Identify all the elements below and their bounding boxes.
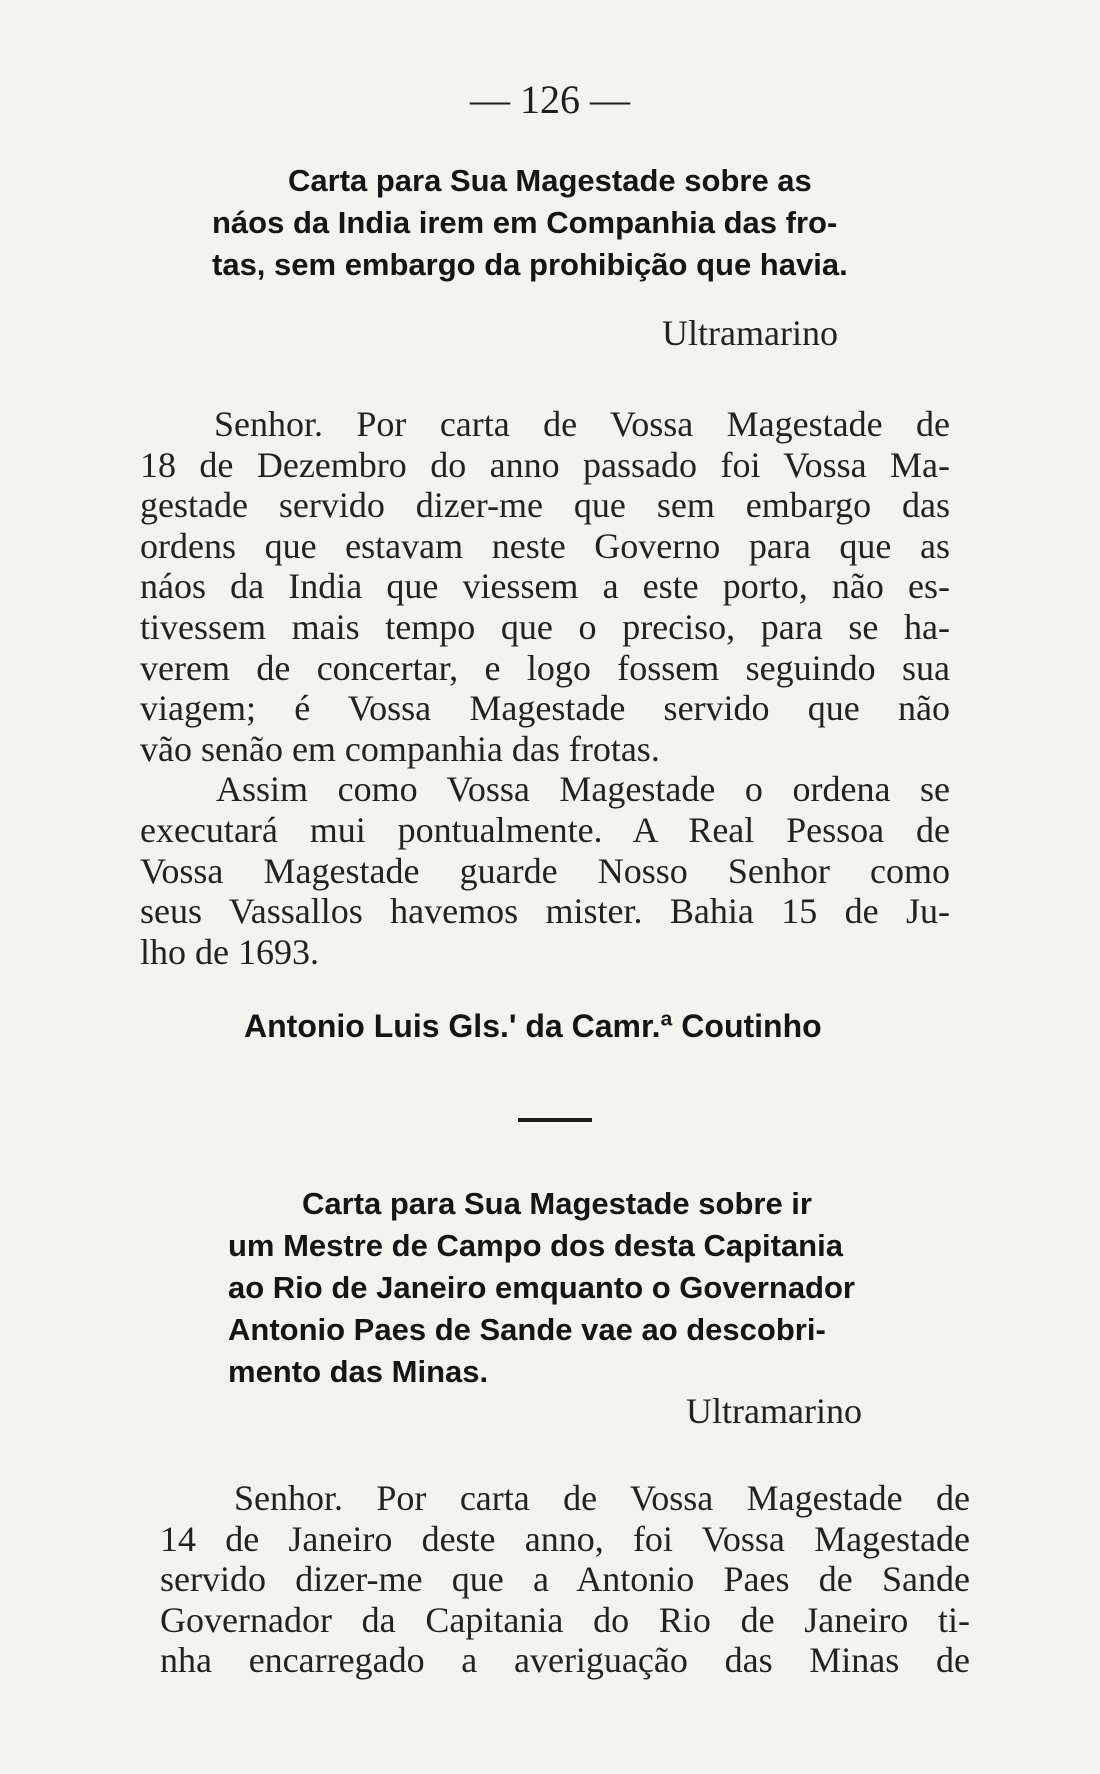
heading-line: ao Rio de Janeiro emquanto o Governador <box>228 1270 855 1305</box>
body-line: Senhor. Por carta de Vossa Magestade de <box>234 1478 970 1518</box>
letter-2-recipient: Ultramarino <box>686 1391 862 1431</box>
body-line: viagem; é Vossa Magestade servido que não <box>140 688 950 729</box>
body-line: tivessem mais tempo que o preciso, para se ha- <box>140 606 950 647</box>
body-line: lho de 1693. <box>140 931 319 972</box>
body-line: Vossa Magestade guarde Nosso Senhor como <box>140 850 950 891</box>
body-line: náos da India que viessem a este porto, não es- <box>140 566 950 607</box>
body-line: nha encarregado a averiguação das Minas de <box>160 1640 970 1681</box>
body-line: executará mui pontualmente. A Real Pessoa de <box>140 809 950 850</box>
letter-1-recipient: Ultramarino <box>662 313 838 353</box>
body-line: Senhor. Por carta de Vossa Magestade de <box>214 404 950 444</box>
body-line: verem de concertar, e logo fossem seguindo sua <box>140 647 950 688</box>
body-line: 18 de Dezembro do anno passado foi Vossa Ma- <box>140 444 950 485</box>
body-line: servido dizer-me que a Antonio Paes de Sande <box>160 1559 970 1600</box>
heading-line: Carta para Sua Magestade sobre ir <box>302 1186 812 1221</box>
body-line: Assim como Vossa Magestade o ordena se <box>216 769 950 810</box>
heading-line: Antonio Paes de Sande vae ao descobri- <box>228 1312 826 1347</box>
heading-line: Carta para Sua Magestade sobre as <box>288 163 812 198</box>
heading-line: mento das Minas. <box>228 1354 489 1389</box>
body-line: Governador da Capitania do Rio de Janeiro ti- <box>160 1599 970 1640</box>
letter-2-heading <box>228 1183 966 1393</box>
letter-1-signature: Antonio Luis Gls.' da Camr.ª Coutinho <box>244 1008 822 1044</box>
heading-line: náos da India irem em Companhia das fro- <box>212 205 838 240</box>
body-line: seus Vassallos havemos mister. Bahia 15 de Ju- <box>140 891 950 932</box>
letter-1-body <box>140 404 950 972</box>
body-line: ordens que estavam neste Governo para que as <box>140 525 950 566</box>
page-number: — 126 — <box>470 77 630 122</box>
section-separator <box>518 1118 592 1122</box>
heading-line: um Mestre de Campo dos desta Capitania <box>228 1228 843 1263</box>
body-line: gestade servido dizer-me que sem embargo das <box>140 485 950 526</box>
letter-2-body <box>160 1478 970 1681</box>
heading-line: tas, sem embargo da prohibição que havia. <box>212 247 848 282</box>
body-line: 14 de Janeiro deste anno, foi Vossa Magestade <box>160 1518 970 1559</box>
letter-1-heading <box>212 160 947 286</box>
body-line: vão senão em companhia das frotas. <box>140 728 660 769</box>
